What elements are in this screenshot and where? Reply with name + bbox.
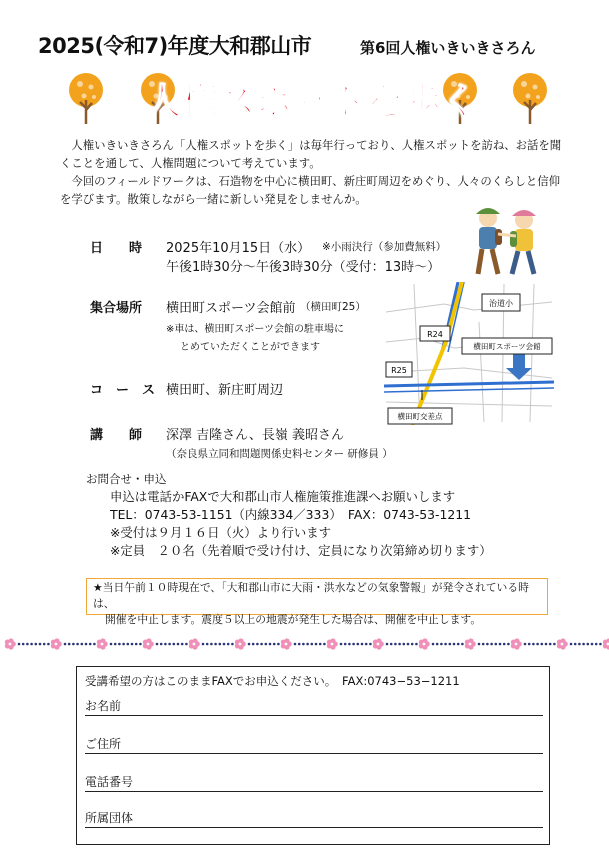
- divider-dot: [223, 643, 226, 646]
- flower-icon: [97, 638, 108, 649]
- divider-dot: [22, 643, 25, 646]
- time-value: 午後1時30分～午後3時30分（受付：13時～）: [166, 260, 441, 275]
- flower-icon: [189, 638, 200, 649]
- place-address: （横田町25）: [300, 301, 366, 313]
- notice-line-1: ★当日午前１０時現在で、「大和郡山市に大雨・洪水などの気象警報」が発令されている時は、: [93, 581, 529, 610]
- divider-dot: [344, 643, 347, 646]
- divider-dot: [461, 643, 464, 646]
- divider-dot: [599, 643, 602, 646]
- divider-dot: [231, 643, 234, 646]
- map-label-hall: 横田町スポーツ会館: [473, 342, 541, 351]
- divider-dot: [319, 643, 322, 646]
- place-value: 横田町スポーツ会館前: [166, 301, 296, 316]
- divider-dot: [591, 643, 594, 646]
- course-value: 横田町、新庄町周辺: [166, 383, 284, 398]
- divider-dot: [507, 643, 510, 646]
- flower-icon: [281, 638, 292, 649]
- divider-dot: [536, 643, 539, 646]
- divider-dot: [449, 643, 452, 646]
- lecturer-value: 深澤 吉隆さん、長嶺 義昭さん: [166, 428, 345, 443]
- event-subtitle: 第6回人権いきいきさろん: [360, 39, 536, 57]
- flower-icon: [235, 638, 246, 649]
- group-field[interactable]: [85, 809, 543, 828]
- inquiry-line-1: 申込は電話かFAXで大和郡山市人権施策推進課へお願いします: [110, 489, 456, 504]
- divider-dot: [545, 643, 548, 646]
- flower-icon: [465, 638, 476, 649]
- flower-icon: [51, 638, 62, 649]
- divider-dot: [256, 643, 259, 646]
- flower-icon: [511, 638, 522, 649]
- divider-dot: [277, 643, 280, 646]
- divider-dot: [432, 643, 435, 646]
- flower-icon: [327, 638, 338, 649]
- divider-dot: [43, 643, 46, 646]
- divider-dot: [411, 643, 414, 646]
- divider-dot: [265, 643, 268, 646]
- parking-note-2: とめていただくことができます: [180, 342, 320, 353]
- divider-dot: [503, 643, 506, 646]
- divider-dot: [114, 643, 117, 646]
- divider-dot: [352, 643, 355, 646]
- divider-dot: [202, 643, 205, 646]
- place-label: 集合場所: [90, 301, 143, 316]
- divider-dot: [85, 643, 88, 646]
- divider-dot: [26, 643, 29, 646]
- cancellation-notice: [86, 578, 548, 626]
- notice-line-2: 開催を中止します。震度５以上の地震が発生した場合は、開催を中止します。: [105, 613, 482, 626]
- flower-icon: [419, 638, 430, 649]
- divider-dot: [76, 643, 79, 646]
- intro-text: [60, 136, 568, 208]
- divider-dot: [127, 643, 130, 646]
- page-title: 2025(令和7)年度大和郡山市: [38, 34, 312, 58]
- flower-icon: [5, 638, 16, 649]
- divider-dot: [294, 643, 297, 646]
- divider-dot: [173, 643, 176, 646]
- intro-paragraph-2: 今回のフィールドワークは、石造物を中心に横田町、新庄町周辺をめぐり、人々のくらしと信仰を学びます。散策しながら一緒に新しい発見をしませんか。: [60, 174, 561, 206]
- divider-dot: [386, 643, 389, 646]
- divider-dot: [122, 643, 125, 646]
- divider-dot: [553, 643, 556, 646]
- divider-dot: [457, 643, 460, 646]
- divider-dot: [595, 643, 598, 646]
- divider-dot: [47, 643, 50, 646]
- divider-dot: [478, 643, 481, 646]
- divider-dot: [357, 643, 360, 646]
- divider-dot: [315, 643, 318, 646]
- divider-dot: [210, 643, 213, 646]
- divider-dot: [570, 643, 573, 646]
- date-value: 2025年10月15日（水）: [166, 241, 311, 256]
- inquiry-section: [86, 470, 492, 560]
- hall-marker-icon: [513, 354, 525, 368]
- flower-icon: [557, 638, 568, 649]
- divider-dot: [68, 643, 71, 646]
- divider-dot: [444, 643, 447, 646]
- divider-dot: [273, 643, 276, 646]
- divider-dot: [348, 643, 351, 646]
- map-label-r25: R25: [391, 366, 407, 375]
- divider-dot: [490, 643, 493, 646]
- divider-dot: [89, 643, 92, 646]
- divider-dot: [181, 643, 184, 646]
- divider-dot: [369, 643, 372, 646]
- divider-dot: [298, 643, 301, 646]
- divider-dot: [390, 643, 393, 646]
- divider-dot: [398, 643, 401, 646]
- divider-dot: [252, 643, 255, 646]
- divider-dot: [185, 643, 188, 646]
- divider-dot: [311, 643, 314, 646]
- divider-dot: [302, 643, 305, 646]
- flower-icon: [143, 638, 154, 649]
- application-form: [76, 666, 550, 845]
- flower-icon: [603, 638, 609, 649]
- divider-dot: [415, 643, 418, 646]
- divider-dot: [168, 643, 171, 646]
- map-label-school: 治道小: [489, 299, 513, 308]
- flower-dotted-divider: [0, 637, 609, 651]
- inquiry-reception: ※受付は９月１６日（火）より行います: [110, 525, 332, 540]
- parking-note-1: ※車は、横田町スポーツ会館の駐車場に: [166, 324, 344, 335]
- divider-dot: [160, 643, 163, 646]
- divider-dot: [93, 643, 96, 646]
- divider-dot: [495, 643, 498, 646]
- divider-dot: [135, 643, 138, 646]
- tree-icon: [69, 73, 103, 124]
- flower-icon: [373, 638, 384, 649]
- divider-dot: [214, 643, 217, 646]
- access-map: [384, 282, 554, 425]
- divider-dot: [227, 643, 230, 646]
- phone-label: 電話番号: [85, 775, 134, 789]
- divider-dot: [269, 643, 272, 646]
- divider-dot: [532, 643, 535, 646]
- divider-dot: [482, 643, 485, 646]
- divider-dot: [118, 643, 121, 646]
- divider-dot: [365, 643, 368, 646]
- divider-dot: [361, 643, 364, 646]
- intro-paragraph-1: 人権いきいきさろん「人権スポットを歩く」は毎年行っており、人権スポットを訪ね、お話を聞くことを通して、人権問題について考えています。: [60, 138, 562, 170]
- divider-dot: [499, 643, 502, 646]
- divider-dot: [219, 643, 222, 646]
- phone-field[interactable]: [85, 773, 543, 792]
- divider-dot: [39, 643, 42, 646]
- divider-dot: [18, 643, 21, 646]
- divider-dot: [582, 643, 585, 646]
- divider-dot: [323, 643, 326, 646]
- tree-icon: [513, 73, 547, 124]
- divider-dot: [35, 643, 38, 646]
- lecturer-affiliation: （奈良県立同和問題関係史料センター 研修員 ）: [166, 448, 393, 460]
- address-label: ご住所: [85, 737, 122, 751]
- form-instruction: 受講希望の方はこのままFAXでお申込ください。 FAX:0743−53−1211: [85, 674, 460, 688]
- divider-dot: [403, 643, 406, 646]
- divider-dot: [340, 643, 343, 646]
- divider-dot: [177, 643, 180, 646]
- hikers-illustration: [468, 200, 550, 278]
- divider-dot: [30, 643, 33, 646]
- divider-dot: [528, 643, 531, 646]
- divider-dot: [587, 643, 590, 646]
- divider-dot: [139, 643, 142, 646]
- divider-dot: [394, 643, 397, 646]
- course-label: コ ー ス: [90, 383, 156, 398]
- date-label: 日 時: [90, 241, 143, 256]
- divider-dot: [574, 643, 577, 646]
- divider-dot: [81, 643, 84, 646]
- date-note: ※小雨決行（参加費無料）: [322, 241, 447, 253]
- inquiry-heading: お問合せ・申込: [86, 472, 167, 486]
- divider-dot: [64, 643, 67, 646]
- map-label-crossing: 横田町交差点: [397, 412, 443, 421]
- inquiry-capacity: ※定員 ２０名（先着順で受け付け、定員になり次第締め切ります）: [110, 543, 492, 558]
- name-label: お名前: [85, 699, 122, 713]
- divider-dot: [453, 643, 456, 646]
- divider-dot: [156, 643, 159, 646]
- banner-title: 人権スポットを歩く: [144, 80, 478, 123]
- divider-dot: [164, 643, 167, 646]
- name-field[interactable]: [85, 697, 543, 716]
- map-label-r24: R24: [427, 330, 443, 339]
- divider-dot: [436, 643, 439, 646]
- divider-dot: [524, 643, 527, 646]
- divider-dot: [440, 643, 443, 646]
- divider-dot: [541, 643, 544, 646]
- divider-dot: [72, 643, 75, 646]
- divider-dot: [248, 643, 251, 646]
- divider-dot: [260, 643, 263, 646]
- divider-dot: [131, 643, 134, 646]
- divider-dot: [206, 643, 209, 646]
- divider-dot: [407, 643, 410, 646]
- address-field[interactable]: [85, 735, 543, 754]
- group-label: 所属団体: [85, 811, 134, 825]
- inquiry-contact: TEL：0743-53-1151（内線334／333） FAX：0743-53-1211: [110, 507, 472, 522]
- divider-dot: [110, 643, 113, 646]
- divider-dot: [549, 643, 552, 646]
- divider-dot: [486, 643, 489, 646]
- lecturer-label: 講 師: [90, 428, 143, 443]
- divider-dot: [306, 643, 309, 646]
- divider-dot: [578, 643, 581, 646]
